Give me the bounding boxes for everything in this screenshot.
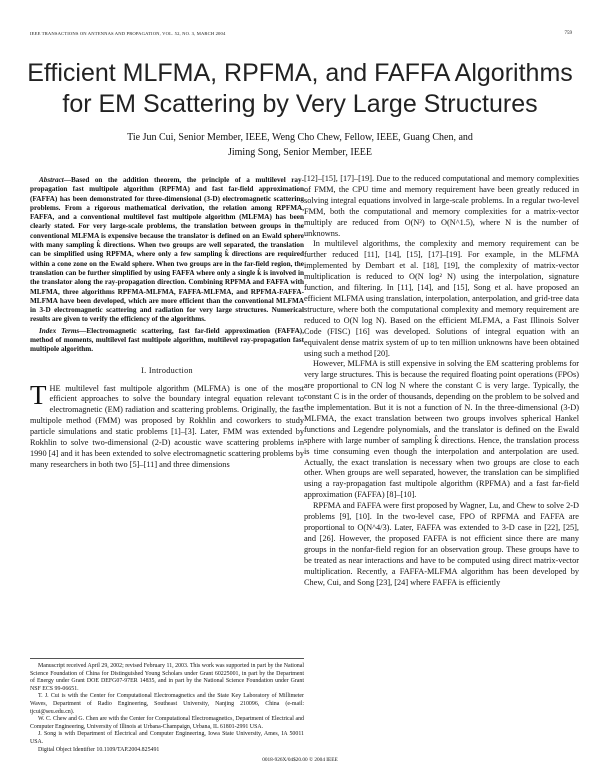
- body-paragraph: RPFMA and FAFFA were first proposed by Wagner, Lu, and Chew to solve 2-D problems [9], [10]. In the two-level case, FPO of RPFMA and FAFFA are proportional to O(N^4/3). Later, FAFFA was extended to 3-D case in [22], [25], and [26]. However, the proposed FAFFA is not efficient since there are many groups in the nonfar-field region for an observation group. These groups have to be treated as near interactions and have to be computed using direct matrix-vector multiplication. Recently, a FAFFA-MLFMA algorithm has been developed by Chew, Cui, and Song [23], [24] where FAFFA is efficiently: [304, 501, 579, 587]
- footnote: W. C. Chew and G. Chen are with the Center for Computational Electromagnetics, Department of Electrical and Computer Engineering, University of Illinois at Urbana-Champaign, Urbana, IL 61801-2991 USA.: [30, 716, 304, 730]
- page-number: 759: [564, 31, 572, 36]
- footnote: T. J. Cui is with the Center for Computational Electromagnetics and the State Key Laboratory of Millimeter Waves, Department of Radio Engineering, Southeast University, Nanjing 210096, China (e-mail: tjcui@seu.edu.cn).: [30, 693, 304, 715]
- author-line: Tie Jun Cui, Senior Member, IEEE, Weng Cho Chew, Fellow, IEEE, Guang Chen, and: [127, 132, 473, 143]
- title-line: Efficient MLFMA, RPFMA, and FAFFA Algorithms: [27, 59, 573, 87]
- body-paragraph: In multilevel algorithms, the complexity and memory requirement can be further reduced [11], [14], [15], [17]–[19]. For example, in the MLFMA implemented by Dembart et al. [18], [19], the complexity of matrix-vector multiplication is reduced to O(N log² N) using the interpolation, signature function, and filtering. In [11], [14], and [15], Song et al. have proposed an efficient MLFMA using translation, interpolation, anterpolation, and grid-tree data structure, where both the computational complexity and memory requirement are reduced to O(N log N). Based on the efficient MLFMA, a Fast Illinois Solver Code (FISC) [16] was developed. Solutions of integral equation with an equivalent dense matrix system of up to ten million unknowns have been obtained using such a method [20].: [304, 239, 579, 358]
- right-column: [304, 174, 579, 588]
- abstract: [30, 176, 304, 325]
- index-terms-text: Electromagnetic scattering, fast far-field approximation (FAFFA), method of moments, multilevel fast multipole algorithm, multilevel ray-propagation fast multipole algorithm.: [30, 326, 304, 354]
- drop-cap: T: [30, 379, 47, 410]
- title-line: for EM Scattering by Very Large Structures: [62, 90, 538, 118]
- paper-title: [0, 58, 600, 120]
- body-paragraph: However, MLFMA is still expensive in solving the EM scattering problems for very large structures. This is because the required floating point operations (FPOs) are proportional to CN log N where the constant C is very large. Typically, the constant C is in the order of thousands, depending on the problem to be solved and the implementation. But it is not a function of N. In the three-dimensional (3-D) MLFMA, the exact translation between two groups involves spherical Hankel functions and Legendre polynomials, and the translator is defined on the Ewald sphere with large number of sampling k̂ directions. Hence, the translation process is time consuming even though the interpolation and anterpolation are used. Actually, the exact translation is necessary when two groups are close to each other. When groups are well separated, however, the translation can be simplified using a ray-propagation fast multipole algorithm (RPFMA) and a fast far-field approximation (FAFFA) [8]–[10].: [304, 359, 579, 500]
- section-heading: I. Introduction: [141, 365, 193, 375]
- footnote: Digital Object Identifier 10.1109/TAP.2004.825491: [38, 746, 160, 753]
- left-column: [30, 176, 304, 471]
- abstract-text: Based on the addition theorem, the principle of a multilevel ray-propagation fast multipole algorithm (RPFMA) and fast far-field approximation (FAFFA) has been demonstrated for three-dimensional (3-D) electromagnetic scattering problems. From a rigorous mathematical derivation, the relation among RPFMA, FAFFA, and a conventional multilevel fast multipole algorithm (MLFMA) has been clearly stated. For very large-scale problems, the translation between groups in the conventional MLFMA is expensive because the translator is defined on an Ewald sphere with many sampling k̂ directions. When two groups are well separated, the translation can be simplified using RPFMA, where only a few sampling k̂ directions are required within a cone zone on the Ewald sphere. When two groups are in the far-field region, the translation can be further simplified by using FAFFA where only a single k̂ is involved in the translator along the ray-propagation direction. Combining RPFMA and FAFFA with MLFMA, three algorithms RPFMA-MLFMA, FAFFA-MLFMA, and RPFMA-FAFFA-MLFMA have been developed, which are more efficient than the conventional MLFMA in 3-D electromagnetic scattering and radiation for very large structures. Numerical results are given to verify the efficiency of the algorithms.: [30, 176, 304, 324]
- footnote: Manuscript received April 29, 2002; revised February 11, 2003. This work was supported in part by the National Science Foundation of China for Distinguished Young Scholars under Grant 60225001, in part by the Department of Energy under Grant DOE DEFG07-97ER 14835, and in part by the National Science Foundation under Grant NSF ECS 99-06651.: [30, 663, 304, 692]
- footnotes: [30, 658, 304, 754]
- intro-paragraph: [30, 379, 304, 471]
- footnote: J. Song is with Department of Electrical and Computer Engineering, Iowa State University, Ames, IA 50011 USA.: [30, 731, 304, 745]
- author-list: [0, 130, 600, 160]
- copyright-footer: 0018-926X/04$20.00 © 2004 IEEE: [262, 757, 338, 763]
- body-paragraph: [12]–[15], [17]–[19]. Due to the reduced computational and memory complexities of FMM, the CPU time and memory requirement have been greatly reduced in solving integral equations involved in large-scale problems. In a regular two-level FMM, both the computational and memory complexities for a matrix-vector multiply are reduced from O(N²) to O(N^1.5), where N is the number of unknowns.: [304, 174, 579, 238]
- abstract-lead: Abstract—: [39, 176, 71, 184]
- journal-header: IEEE TRANSACTIONS ON ANTENNAS AND PROPAGATION, VOL. 52, NO. 3, MARCH 2004: [30, 31, 226, 36]
- index-terms: [30, 327, 304, 355]
- index-terms-lead: Index Terms—: [39, 326, 87, 335]
- intro-text: HE multilevel fast multipole algorithm (MLFMA) is one of the most efficient approaches to solve the boundary integral equation relevant to electromagnetic (EM) radiation and scattering problems. Originally, the fast multipole method (FMM) was proposed by Rokhlin and coworkers to study particle simulations and static problems [1]–[3]. Later, FMM was extended by Rokhlin to solve two-dimensional (2-D) acoustic wave scattering problems in 1990 [4] and it has been extended to solve electromagnetic scattering problems by many researchers in both two [5]–[11] and three dimensions: [30, 383, 304, 469]
- author-line: Jiming Song, Senior Member, IEEE: [227, 147, 373, 158]
